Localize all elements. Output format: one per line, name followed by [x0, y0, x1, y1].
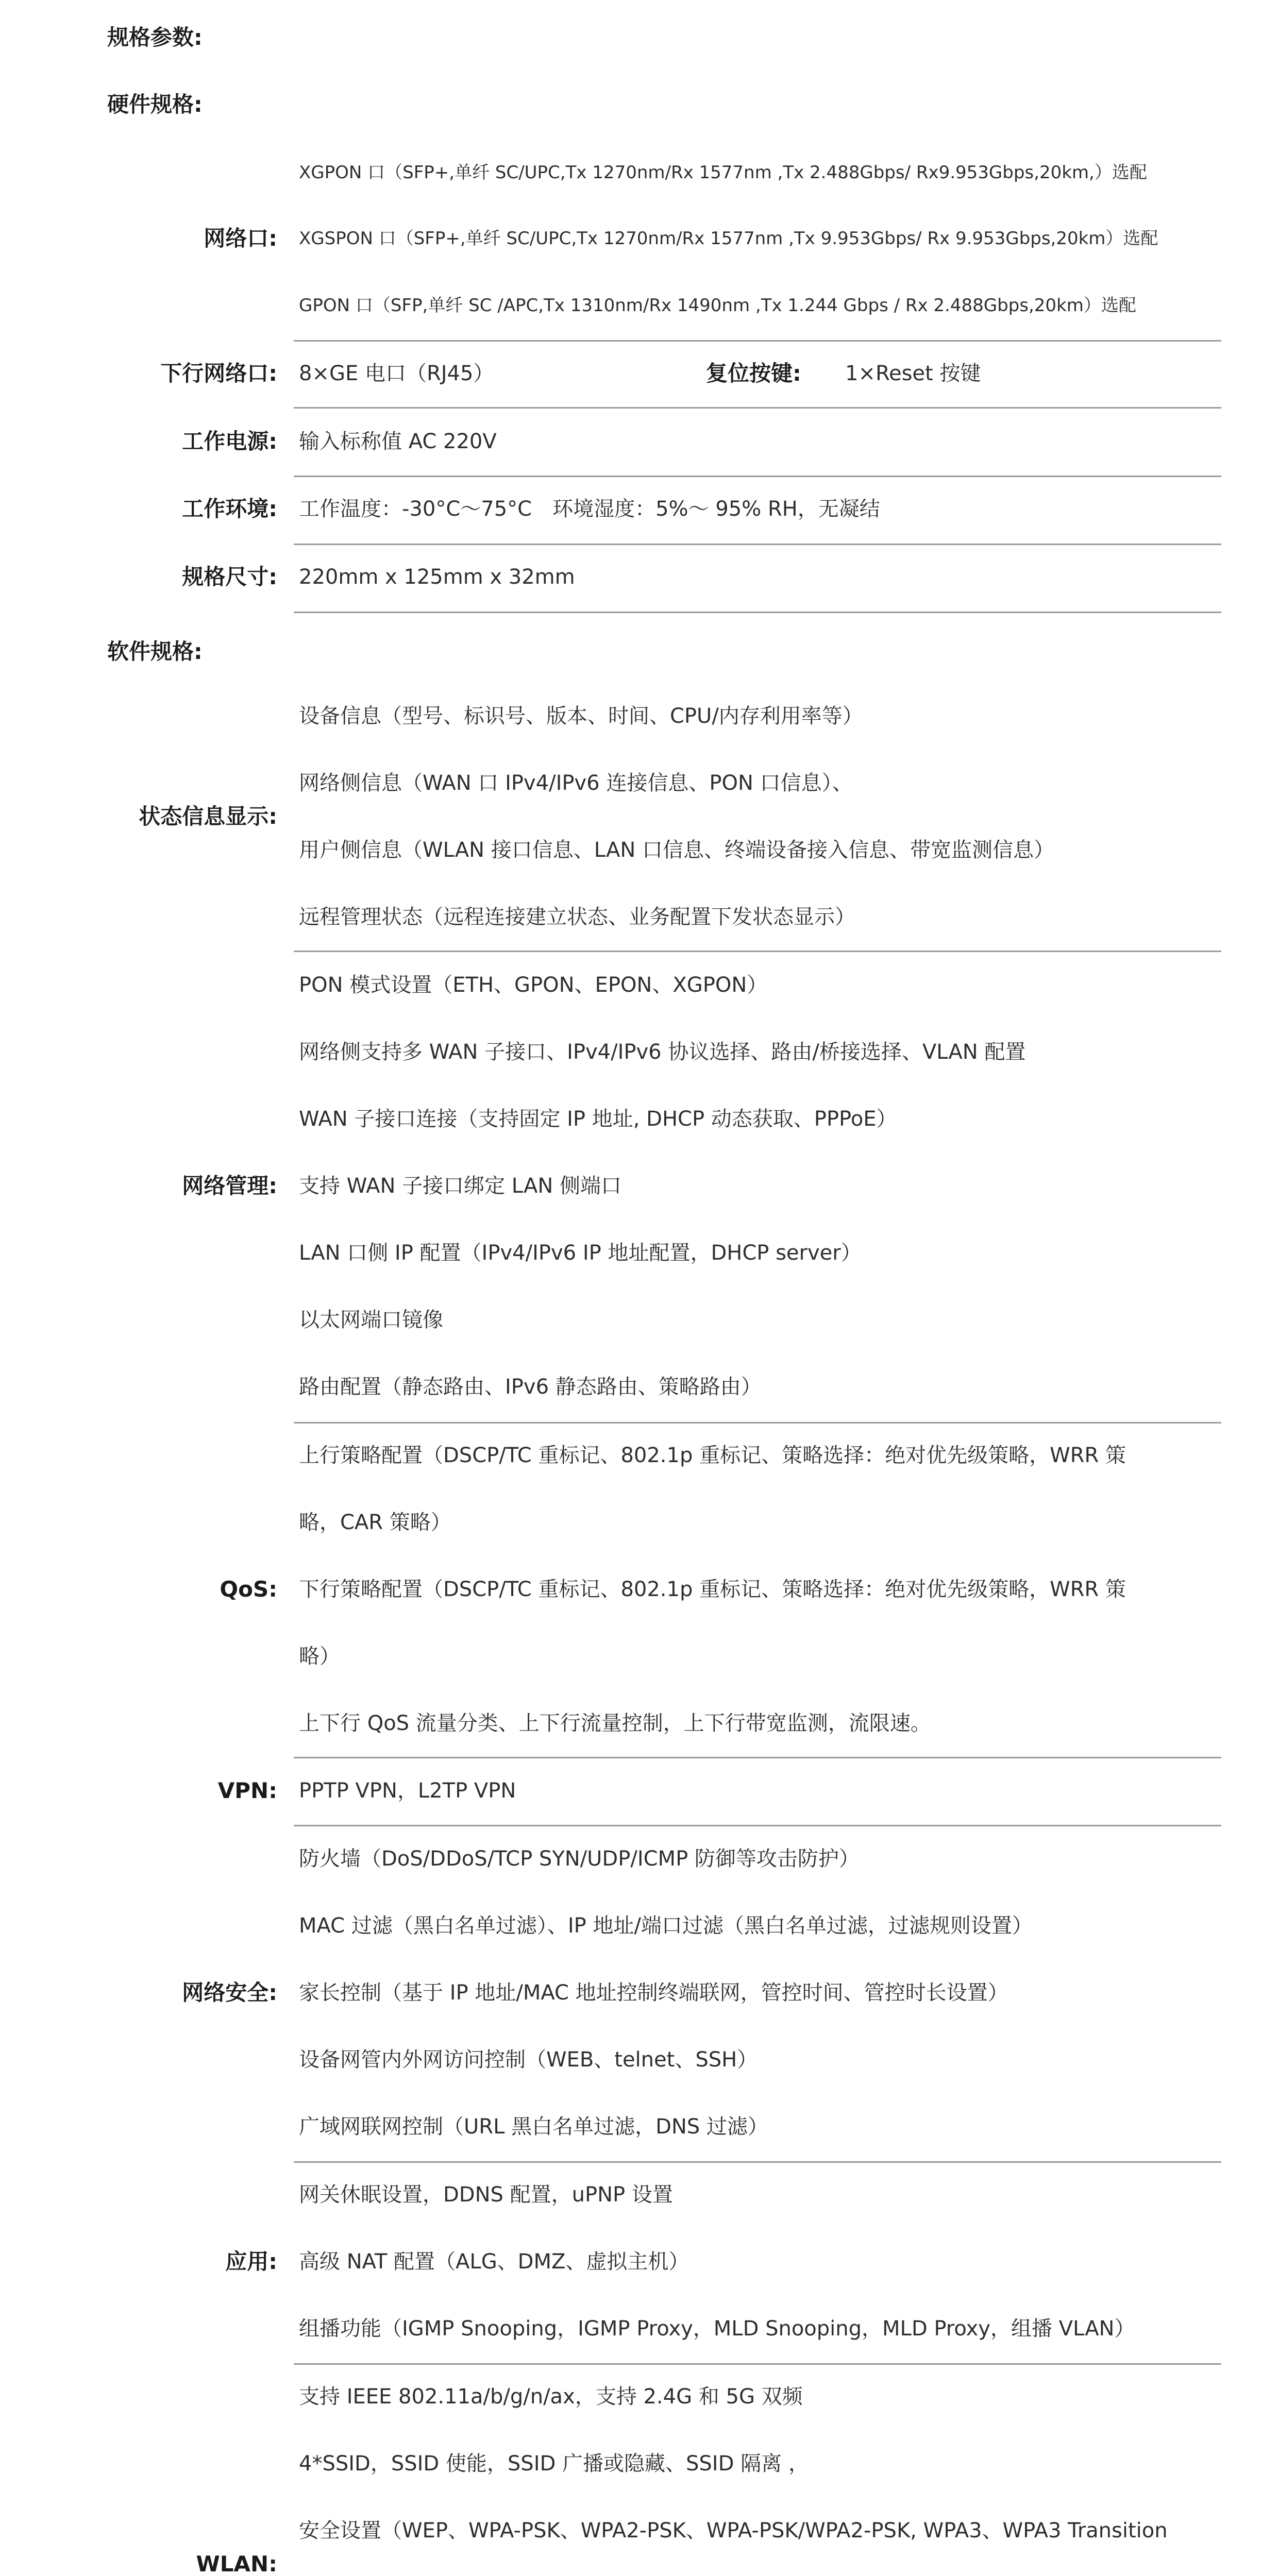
security-line: 防火墙（DoS/DDoS/TCP SYN/UDP/ICMP 防御等攻击防护）	[299, 1847, 860, 1871]
divider	[294, 2161, 1221, 2163]
qos-line: 略）	[299, 1645, 340, 1668]
power-value: 输入标称值 AC 220V	[299, 430, 497, 453]
network-mgmt-line: 路由配置（静态路由、IPv6 静态路由、策略路由）	[299, 1375, 762, 1399]
vpn-value: PPTP VPN，L2TP VPN	[299, 1779, 516, 1803]
security-line: 家长控制（基于 IP 地址/MAC 地址控制终端联网，管控时间、管控时长设置）	[299, 1981, 1008, 2005]
status-line: 网络侧信息（WAN 口 IPv4/IPv6 连接信息、PON 口信息）、	[299, 771, 853, 795]
status-line: 用户侧信息（WLAN 接口信息、LAN 口信息、终端设备接入信息、带宽监测信息）	[299, 838, 1054, 862]
xgpon-line: XGPON 口（SFP+,单纤 SC/UPC,Tx 1270nm/Rx 1577nm ,Tx 2.488Gbps/ Rx9.953Gbps,20km,）选配	[299, 162, 1147, 183]
divider	[294, 407, 1221, 409]
network-mgmt-line: 网络侧支持多 WAN 子接口、IPv4/IPv6 协议选择、路由/桥接选择、VLAN 配置	[299, 1040, 1026, 1064]
downlink-label: 下行网络口:	[160, 361, 277, 386]
security-line: 广域网联网控制（URL 黑白名单过滤，DNS 过滤）	[299, 2115, 768, 2139]
divider	[294, 1825, 1221, 1826]
divider	[294, 1422, 1221, 1423]
qos-line: 上下行 QoS 流量分类、上下行流量控制，上下行带宽监测，流限速。	[299, 1711, 931, 1735]
size-value: 220mm x 125mm x 32mm	[299, 565, 575, 589]
hardware-title: 硬件规格:	[107, 92, 203, 117]
wlan-line: 支持 IEEE 802.11a/b/g/n/ax，支持 2.4G 和 5G 双频	[299, 2385, 803, 2409]
network-mgmt-label: 网络管理:	[182, 1173, 277, 1198]
environment-value: 工作温度：-30°C～75°C 环境湿度：5%～ 95% RH，无凝结	[299, 497, 880, 521]
security-label: 网络安全:	[182, 1980, 277, 2005]
divider	[294, 340, 1221, 342]
divider	[294, 476, 1221, 477]
security-line: 设备网管内外网访问控制（WEB、telnet、SSH）	[299, 2048, 758, 2072]
reset-label: 复位按键:	[706, 361, 801, 386]
wlan-line: 安全设置（WEP、WPA-PSK、WPA2-PSK、WPA-PSK/WPA2-PSK, WPA3、WPA3 Transition	[299, 2519, 1168, 2543]
divider	[294, 1757, 1221, 1758]
status-line: 远程管理状态（远程连接建立状态、业务配置下发状态显示）	[299, 905, 855, 929]
wlan-label: WLAN:	[196, 2551, 277, 2576]
divider	[294, 612, 1221, 613]
software-title: 软件规格:	[107, 639, 203, 664]
xgspon-line: XGSPON 口（SFP+,单纤 SC/UPC,Tx 1270nm/Rx 1577nm ,Tx 9.953Gbps/ Rx 9.953Gbps,20km）选配	[299, 228, 1158, 249]
network-port-label: 网络口:	[204, 226, 277, 251]
divider	[294, 2363, 1221, 2365]
size-label: 规格尺寸:	[182, 564, 277, 589]
status-line: 设备信息（型号、标识号、版本、时间、CPU/内存利用率等）	[299, 704, 863, 728]
reset-value: 1×Reset 按键	[845, 362, 981, 385]
application-line: 组播功能（IGMP Snooping，IGMP Proxy，MLD Snooping，MLD Proxy，组播 VLAN）	[299, 2317, 1135, 2341]
divider	[294, 951, 1221, 952]
network-mgmt-line: 支持 WAN 子接口绑定 LAN 侧端口	[299, 1174, 621, 1198]
qos-label: QoS:	[220, 1577, 277, 1602]
security-line: MAC 过滤（黑白名单过滤）、IP 地址/端口过滤（黑白名单过滤，过滤规则设置）	[299, 1914, 1033, 1938]
qos-line: 略，CAR 策略）	[299, 1511, 451, 1534]
network-mgmt-line: WAN 子接口连接（支持固定 IP 地址, DHCP 动态获取、PPPoE）	[299, 1107, 897, 1131]
network-mgmt-line: 以太网端口镜像	[299, 1308, 443, 1332]
wlan-line: 4*SSID，SSID 使能，SSID 广播或隐藏、SSID 隔离 ，	[299, 2452, 809, 2476]
network-mgmt-line: LAN 口侧 IP 配置（IPv4/IPv6 IP 地址配置，DHCP server）	[299, 1241, 862, 1265]
qos-line: 下行策略配置（DSCP/TC 重标记、802.1p 重标记、策略选择：绝对优先级策略，WRR 策	[299, 1578, 1126, 1601]
divider	[294, 544, 1221, 545]
qos-line: 上行策略配置（DSCP/TC 重标记、802.1p 重标记、策略选择：绝对优先级策略，WRR 策	[299, 1444, 1126, 1467]
gpon-line: GPON 口（SFP,单纤 SC /APC,Tx 1310nm/Rx 1490nm ,Tx 1.244 Gbps / Rx 2.488Gbps,20km）选配	[299, 295, 1136, 316]
downlink-value: 8×GE 电口（RJ45）	[299, 362, 494, 385]
power-label: 工作电源:	[182, 429, 277, 454]
status-label: 状态信息显示:	[139, 804, 277, 829]
application-line: 高级 NAT 配置（ALG、DMZ、虚拟主机）	[299, 2250, 690, 2274]
vpn-label: VPN:	[217, 1778, 277, 1803]
network-mgmt-line: PON 模式设置（ETH、GPON、EPON、XGPON）	[299, 973, 768, 997]
spec-title: 规格参数:	[107, 25, 203, 50]
environment-label: 工作环境:	[182, 496, 277, 521]
application-label: 应用:	[225, 2249, 277, 2274]
application-line: 网关休眠设置，DDNS 配置，uPNP 设置	[299, 2183, 673, 2207]
